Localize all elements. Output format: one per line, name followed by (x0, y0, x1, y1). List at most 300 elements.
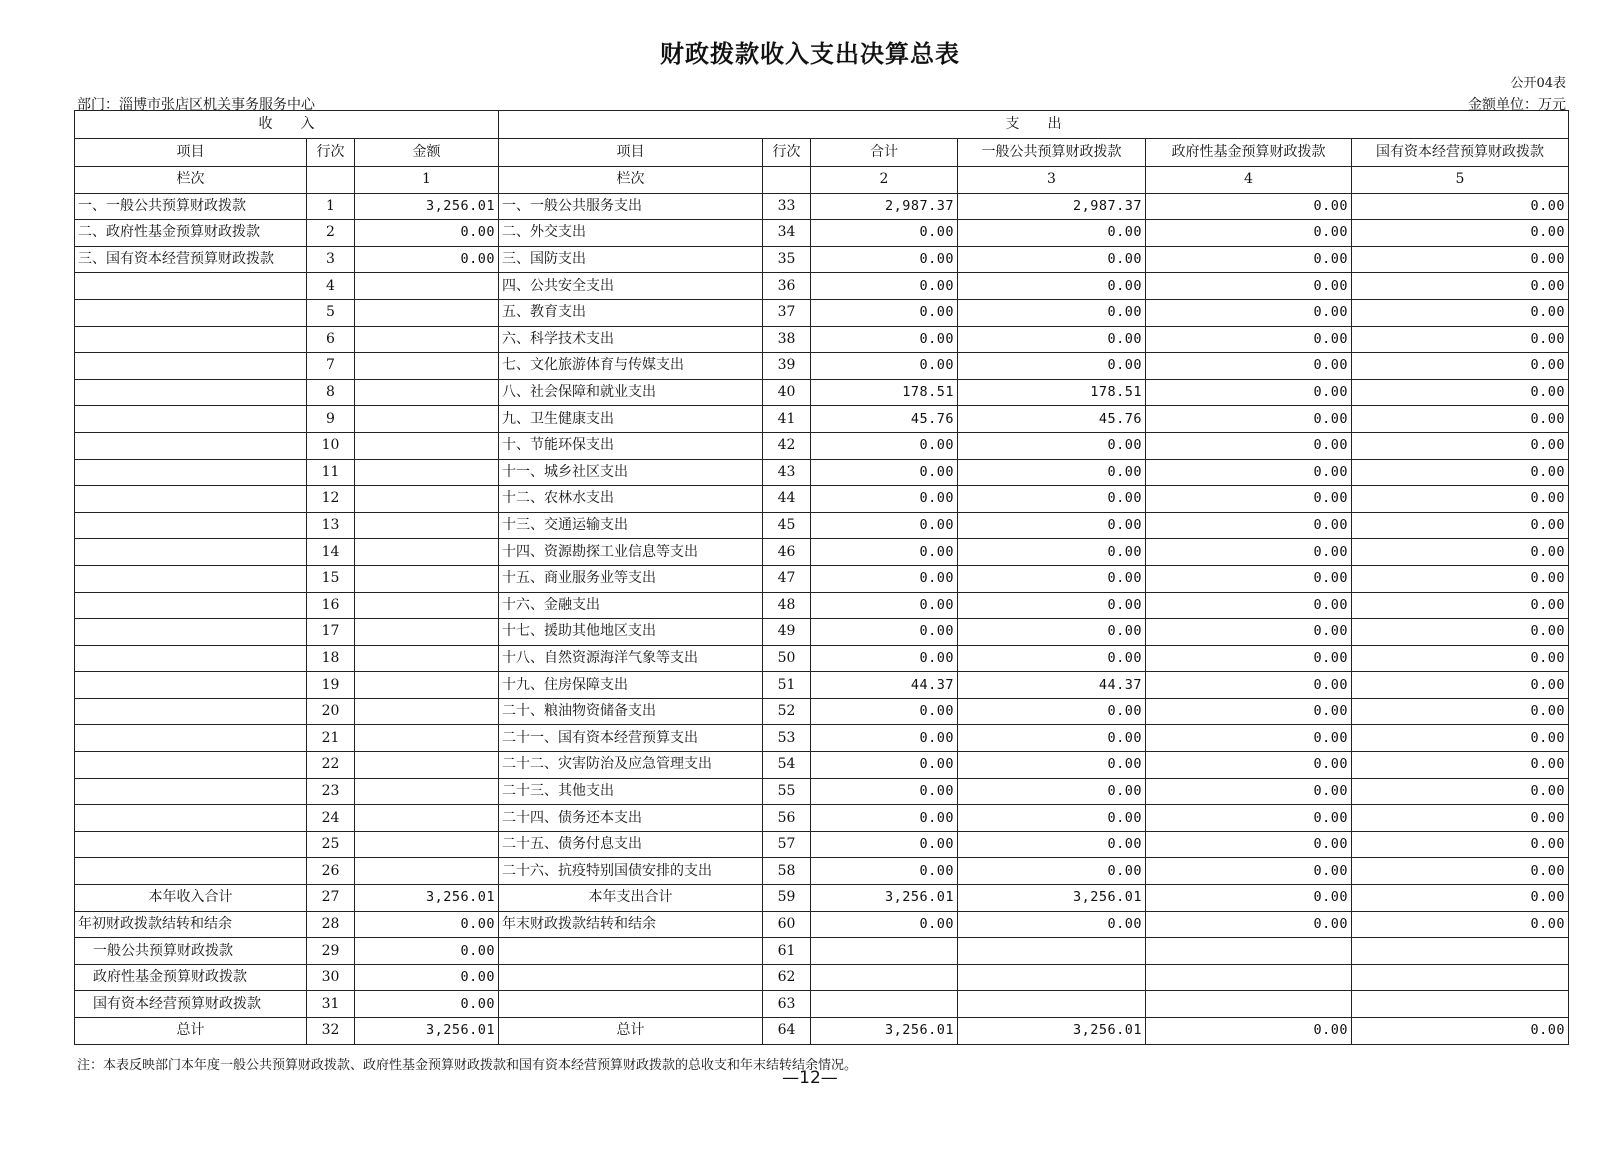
column-index-row (75, 167, 1569, 194)
fund-amount-cell: 0.00 (1146, 1018, 1352, 1045)
expense-line-cell: 58 (763, 858, 811, 885)
income-amount-cell (355, 858, 499, 885)
state-amount-cell: 0.00 (1352, 539, 1569, 566)
fund-amount-cell: 0.00 (1146, 512, 1352, 539)
expense-line-cell: 64 (763, 1018, 811, 1045)
table-row (75, 831, 1569, 858)
expense-line-cell: 45 (763, 512, 811, 539)
income-line-cell: 23 (307, 778, 355, 805)
expense-item-cell: 四、公共安全支出 (499, 273, 763, 300)
expense-line-cell: 37 (763, 299, 811, 326)
total-amount-cell: 0.00 (811, 246, 958, 273)
general-amount-cell: 0.00 (958, 752, 1146, 779)
table-row (75, 698, 1569, 725)
income-item-cell (75, 698, 307, 725)
fund-amount-cell: 0.00 (1146, 353, 1352, 380)
general-amount-cell: 3,256.01 (958, 1018, 1146, 1045)
income-item-cell (75, 805, 307, 832)
state-amount-cell: 0.00 (1352, 805, 1569, 832)
income-item-cell (75, 565, 307, 592)
total-amount-cell: 0.00 (811, 831, 958, 858)
col-index-3: 3 (958, 167, 1146, 194)
total-amount-cell: 0.00 (811, 911, 958, 938)
total-amount-cell (811, 991, 958, 1018)
expense-line-cell: 46 (763, 539, 811, 566)
income-item-cell (75, 459, 307, 486)
income-amount-cell (355, 432, 499, 459)
income-amount-cell (355, 725, 499, 752)
state-amount-cell: 0.00 (1352, 778, 1569, 805)
expense-item-cell: 二十四、债务还本支出 (499, 805, 763, 832)
income-line-cell: 10 (307, 432, 355, 459)
income-amount-cell (355, 379, 499, 406)
income-amount-cell: 0.00 (355, 991, 499, 1018)
fund-amount-cell: 0.00 (1146, 379, 1352, 406)
expense-line-cell: 52 (763, 698, 811, 725)
general-amount-cell: 0.00 (958, 619, 1146, 646)
income-line-cell: 21 (307, 725, 355, 752)
state-amount-cell: 0.00 (1352, 379, 1569, 406)
fund-amount-cell: 0.00 (1146, 299, 1352, 326)
income-amount-cell (355, 752, 499, 779)
general-amount-cell: 0.00 (958, 698, 1146, 725)
expense-item-cell: 二十二、灾害防治及应急管理支出 (499, 752, 763, 779)
income-item-cell: 二、政府性基金预算财政拨款 (75, 220, 307, 247)
income-item-cell (75, 858, 307, 885)
general-amount-cell: 0.00 (958, 326, 1146, 353)
total-amount-cell: 0.00 (811, 565, 958, 592)
income-item-cell (75, 299, 307, 326)
general-amount-cell: 0.00 (958, 645, 1146, 672)
fund-amount-cell: 0.00 (1146, 592, 1352, 619)
income-line-cell: 5 (307, 299, 355, 326)
col-label: 栏次 (499, 167, 763, 194)
table-row (75, 805, 1569, 832)
income-amount-cell (355, 778, 499, 805)
general-amount-cell: 0.00 (958, 725, 1146, 752)
general-amount-cell: 0.00 (958, 539, 1146, 566)
general-amount-cell: 0.00 (958, 858, 1146, 885)
income-amount-cell (355, 299, 499, 326)
income-item-cell (75, 752, 307, 779)
fund-amount-cell: 0.00 (1146, 432, 1352, 459)
general-amount-cell: 0.00 (958, 459, 1146, 486)
income-amount-cell (355, 273, 499, 300)
expense-line-cell: 55 (763, 778, 811, 805)
fund-amount-cell: 0.00 (1146, 672, 1352, 699)
fund-amount-cell (1146, 964, 1352, 991)
state-amount-cell: 0.00 (1352, 326, 1569, 353)
total-amount-cell: 0.00 (811, 725, 958, 752)
expense-item-cell: 十八、自然资源海洋气象等支出 (499, 645, 763, 672)
expense-item-cell: 十九、住房保障支出 (499, 672, 763, 699)
general-amount-cell: 0.00 (958, 592, 1146, 619)
income-item-cell (75, 353, 307, 380)
expense-line-cell: 57 (763, 831, 811, 858)
fund-amount-cell: 0.00 (1146, 220, 1352, 247)
expense-item-cell: 二十一、国有资本经营预算支出 (499, 725, 763, 752)
general-amount-cell: 0.00 (958, 353, 1146, 380)
fund-amount-cell: 0.00 (1146, 273, 1352, 300)
income-amount-header: 金额 (355, 139, 499, 167)
total-amount-cell: 0.00 (811, 326, 958, 353)
fund-amount-cell: 0.00 (1146, 539, 1352, 566)
income-item-cell (75, 379, 307, 406)
general-amount-cell: 0.00 (958, 512, 1146, 539)
fund-amount-cell: 0.00 (1146, 619, 1352, 646)
state-amount-cell: 0.00 (1352, 1018, 1569, 1045)
state-amount-cell: 0.00 (1352, 193, 1569, 220)
expense-line-cell: 42 (763, 432, 811, 459)
income-item-cell (75, 672, 307, 699)
income-item-cell (75, 831, 307, 858)
table-row (75, 299, 1569, 326)
income-item-cell (75, 406, 307, 433)
state-amount-cell: 0.00 (1352, 353, 1569, 380)
expense-item-cell: 十二、农林水支出 (499, 486, 763, 513)
income-line-cell: 12 (307, 486, 355, 513)
income-item-cell (75, 326, 307, 353)
income-amount-cell (355, 353, 499, 380)
state-amount-cell: 0.00 (1352, 299, 1569, 326)
total-amount-cell: 2,987.37 (811, 193, 958, 220)
expense-line-cell: 63 (763, 991, 811, 1018)
fund-amount-cell: 0.00 (1146, 885, 1352, 912)
total-amount-cell: 0.00 (811, 432, 958, 459)
total-amount-cell: 0.00 (811, 805, 958, 832)
income-amount-cell: 0.00 (355, 220, 499, 247)
expense-line-cell: 62 (763, 964, 811, 991)
income-line-cell: 11 (307, 459, 355, 486)
expense-item-cell: 八、社会保障和就业支出 (499, 379, 763, 406)
general-amount-cell: 178.51 (958, 379, 1146, 406)
income-item-cell: 一、一般公共预算财政拨款 (75, 193, 307, 220)
income-item-cell (75, 645, 307, 672)
income-amount-cell: 0.00 (355, 246, 499, 273)
expense-line-cell: 35 (763, 246, 811, 273)
income-item-cell: 总计 (75, 1018, 307, 1045)
expense-item-cell: 十四、资源勘探工业信息等支出 (499, 539, 763, 566)
expense-item-header: 项目 (499, 139, 763, 167)
income-amount-cell (355, 805, 499, 832)
income-line-cell: 9 (307, 406, 355, 433)
income-amount-cell (355, 406, 499, 433)
state-amount-cell: 0.00 (1352, 246, 1569, 273)
expense-line-cell: 61 (763, 938, 811, 965)
total-amount-cell: 0.00 (811, 619, 958, 646)
col-index-1: 1 (355, 167, 499, 194)
expense-line-cell: 60 (763, 911, 811, 938)
income-line-cell: 16 (307, 592, 355, 619)
income-item-cell (75, 778, 307, 805)
income-line-cell: 31 (307, 991, 355, 1018)
total-amount-cell: 3,256.01 (811, 885, 958, 912)
department-label: 部门：淄博市张店区机关事务服务中心 (77, 97, 315, 113)
state-amount-cell (1352, 964, 1569, 991)
table-row (75, 273, 1569, 300)
state-amount-cell: 0.00 (1352, 432, 1569, 459)
general-amount-cell: 0.00 (958, 220, 1146, 247)
expense-group-header: 支 出 (499, 111, 1569, 139)
expense-line-cell: 33 (763, 193, 811, 220)
table-row (75, 672, 1569, 699)
income-item-cell: 本年收入合计 (75, 885, 307, 912)
expense-item-cell (499, 938, 763, 965)
table-row (75, 193, 1569, 220)
expense-line-cell: 48 (763, 592, 811, 619)
income-item-cell (75, 539, 307, 566)
total-amount-cell: 0.00 (811, 220, 958, 247)
income-amount-cell (355, 645, 499, 672)
table-row (75, 459, 1569, 486)
fund-amount-cell: 0.00 (1146, 752, 1352, 779)
fund-amount-cell: 0.00 (1146, 645, 1352, 672)
income-line-cell: 3 (307, 246, 355, 273)
table-row (75, 592, 1569, 619)
income-amount-cell (355, 672, 499, 699)
general-amount-cell: 0.00 (958, 273, 1146, 300)
expense-line-cell: 38 (763, 326, 811, 353)
state-amount-cell: 0.00 (1352, 725, 1569, 752)
table-row (75, 885, 1569, 912)
general-amount-cell: 45.76 (958, 406, 1146, 433)
income-amount-cell: 0.00 (355, 964, 499, 991)
income-line-cell: 1 (307, 193, 355, 220)
state-amount-cell: 0.00 (1352, 911, 1569, 938)
column-header-row (75, 139, 1569, 167)
income-line-cell: 28 (307, 911, 355, 938)
income-line-cell: 27 (307, 885, 355, 912)
table-row (75, 353, 1569, 380)
expense-item-cell: 二十六、抗疫特别国债安排的支出 (499, 858, 763, 885)
table-row (75, 778, 1569, 805)
income-item-cell: 政府性基金预算财政拨款 (75, 964, 307, 991)
income-line-cell: 15 (307, 565, 355, 592)
table-row (75, 619, 1569, 646)
general-amount-cell (958, 964, 1146, 991)
state-amount-cell: 0.00 (1352, 406, 1569, 433)
expense-item-cell: 二十、粮油物资储备支出 (499, 698, 763, 725)
total-amount-cell (811, 964, 958, 991)
expense-line-cell: 49 (763, 619, 811, 646)
total-amount-cell: 178.51 (811, 379, 958, 406)
total-amount-cell: 0.00 (811, 273, 958, 300)
total-amount-cell: 3,256.01 (811, 1018, 958, 1045)
income-item-cell (75, 486, 307, 513)
table-row (75, 539, 1569, 566)
state-amount-cell: 0.00 (1352, 672, 1569, 699)
income-item-cell (75, 512, 307, 539)
fund-amount-cell: 0.00 (1146, 911, 1352, 938)
fund-amount-cell: 0.00 (1146, 725, 1352, 752)
fund-amount-cell: 0.00 (1146, 486, 1352, 513)
income-item-cell (75, 592, 307, 619)
total-amount-cell: 0.00 (811, 512, 958, 539)
income-amount-cell (355, 459, 499, 486)
total-amount-cell (811, 938, 958, 965)
page-title: 财政拨款收入支出决算总表 (660, 40, 960, 68)
income-line-cell: 7 (307, 353, 355, 380)
income-amount-cell (355, 565, 499, 592)
income-line-cell: 4 (307, 273, 355, 300)
income-line-cell: 19 (307, 672, 355, 699)
income-line-cell: 24 (307, 805, 355, 832)
form-code: 公开04表 (1510, 76, 1566, 91)
income-amount-cell: 3,256.01 (355, 193, 499, 220)
general-amount-cell: 2,987.37 (958, 193, 1146, 220)
income-line-cell: 18 (307, 645, 355, 672)
state-amount-cell: 0.00 (1352, 220, 1569, 247)
general-amount-cell: 0.00 (958, 805, 1146, 832)
total-amount-cell: 0.00 (811, 459, 958, 486)
income-line-cell: 6 (307, 326, 355, 353)
income-line-cell: 22 (307, 752, 355, 779)
expense-line-cell: 34 (763, 220, 811, 247)
income-line-cell: 13 (307, 512, 355, 539)
expense-item-cell: 一、一般公共服务支出 (499, 193, 763, 220)
expense-item-cell: 三、国防支出 (499, 246, 763, 273)
income-amount-cell (355, 619, 499, 646)
income-group-header: 收 入 (75, 111, 499, 139)
table-row (75, 1018, 1569, 1045)
fund-amount-cell: 0.00 (1146, 246, 1352, 273)
expense-line-cell: 39 (763, 353, 811, 380)
state-amount-cell (1352, 991, 1569, 1018)
expense-item-cell: 二十三、其他支出 (499, 778, 763, 805)
total-amount-cell: 0.00 (811, 858, 958, 885)
general-amount-cell: 3,256.01 (958, 885, 1146, 912)
fund-header: 政府性基金预算财政拨款 (1146, 139, 1352, 167)
income-amount-cell (355, 486, 499, 513)
fund-amount-cell: 0.00 (1146, 698, 1352, 725)
fund-amount-cell: 0.00 (1146, 406, 1352, 433)
empty-cell (307, 167, 355, 194)
table-row (75, 964, 1569, 991)
general-amount-cell (958, 938, 1146, 965)
expense-line-cell: 44 (763, 486, 811, 513)
table-row (75, 938, 1569, 965)
table-row (75, 858, 1569, 885)
general-amount-cell: 44.37 (958, 672, 1146, 699)
income-line-cell: 8 (307, 379, 355, 406)
state-amount-cell: 0.00 (1352, 592, 1569, 619)
income-line-cell: 2 (307, 220, 355, 247)
expense-line-cell: 43 (763, 459, 811, 486)
income-line-cell: 25 (307, 831, 355, 858)
fund-amount-cell: 0.00 (1146, 326, 1352, 353)
state-amount-cell: 0.00 (1352, 858, 1569, 885)
total-amount-cell: 0.00 (811, 752, 958, 779)
table-row (75, 486, 1569, 513)
empty-cell (763, 167, 811, 194)
income-amount-cell: 0.00 (355, 938, 499, 965)
income-item-cell (75, 273, 307, 300)
expense-line-cell: 59 (763, 885, 811, 912)
table-row (75, 911, 1569, 938)
income-amount-cell (355, 539, 499, 566)
fund-amount-cell: 0.00 (1146, 193, 1352, 220)
total-amount-cell: 0.00 (811, 353, 958, 380)
table-row (75, 432, 1569, 459)
total-amount-cell: 0.00 (811, 486, 958, 513)
state-amount-cell: 0.00 (1352, 273, 1569, 300)
general-amount-cell: 0.00 (958, 778, 1146, 805)
expense-item-cell: 十、节能环保支出 (499, 432, 763, 459)
unit-label: 金额单位：万元 (1468, 97, 1566, 113)
total-amount-cell: 0.00 (811, 592, 958, 619)
expense-item-cell: 二十五、债务付息支出 (499, 831, 763, 858)
general-amount-cell: 0.00 (958, 432, 1146, 459)
col-index-5: 5 (1352, 167, 1569, 194)
budget-summary-table (74, 110, 1569, 1045)
general-amount-cell: 0.00 (958, 831, 1146, 858)
state-amount-cell: 0.00 (1352, 486, 1569, 513)
income-line-cell: 20 (307, 698, 355, 725)
expense-item-cell: 二、外交支出 (499, 220, 763, 247)
income-item-cell (75, 619, 307, 646)
state-amount-cell: 0.00 (1352, 512, 1569, 539)
fund-amount-cell (1146, 938, 1352, 965)
col-index-2: 2 (811, 167, 958, 194)
income-item-cell (75, 432, 307, 459)
table-row (75, 565, 1569, 592)
table-row (75, 379, 1569, 406)
general-amount-cell: 0.00 (958, 565, 1146, 592)
state-amount-cell: 0.00 (1352, 459, 1569, 486)
state-amount-cell: 0.00 (1352, 565, 1569, 592)
income-line-cell: 17 (307, 619, 355, 646)
expense-item-cell: 十五、商业服务业等支出 (499, 565, 763, 592)
table-row (75, 512, 1569, 539)
expense-line-cell: 53 (763, 725, 811, 752)
state-amount-cell: 0.00 (1352, 752, 1569, 779)
fund-amount-cell: 0.00 (1146, 778, 1352, 805)
expense-line-header: 行次 (763, 139, 811, 167)
expense-line-cell: 41 (763, 406, 811, 433)
general-amount-cell: 0.00 (958, 486, 1146, 513)
total-amount-cell: 0.00 (811, 539, 958, 566)
table-row (75, 725, 1569, 752)
expense-item-cell: 十一、城乡社区支出 (499, 459, 763, 486)
general-amount-cell (958, 991, 1146, 1018)
expense-item-cell (499, 964, 763, 991)
income-amount-cell (355, 831, 499, 858)
table-row (75, 752, 1569, 779)
col-label: 栏次 (75, 167, 307, 194)
group-header-row (75, 111, 1569, 139)
footnote: 注：本表反映部门本年度一般公共预算财政拨款、政府性基金预算财政拨款和国有资本经营预算财政拨款的总收支和年末结转结余情况。 (77, 1058, 858, 1073)
table-row (75, 645, 1569, 672)
expense-line-cell: 50 (763, 645, 811, 672)
fund-amount-cell: 0.00 (1146, 565, 1352, 592)
income-amount-cell: 3,256.01 (355, 1018, 499, 1045)
total-amount-cell: 0.00 (811, 778, 958, 805)
expense-item-cell: 九、卫生健康支出 (499, 406, 763, 433)
income-item-cell: 三、国有资本经营预算财政拨款 (75, 246, 307, 273)
table-row (75, 406, 1569, 433)
total-amount-cell: 0.00 (811, 299, 958, 326)
expense-line-cell: 36 (763, 273, 811, 300)
table-row (75, 246, 1569, 273)
income-item-header: 项目 (75, 139, 307, 167)
state-amount-cell: 0.00 (1352, 831, 1569, 858)
total-amount-cell: 45.76 (811, 406, 958, 433)
expense-line-cell: 51 (763, 672, 811, 699)
col-index-4: 4 (1146, 167, 1352, 194)
expense-item-cell: 五、教育支出 (499, 299, 763, 326)
expense-line-cell: 47 (763, 565, 811, 592)
general-header: 一般公共预算财政拨款 (958, 139, 1146, 167)
